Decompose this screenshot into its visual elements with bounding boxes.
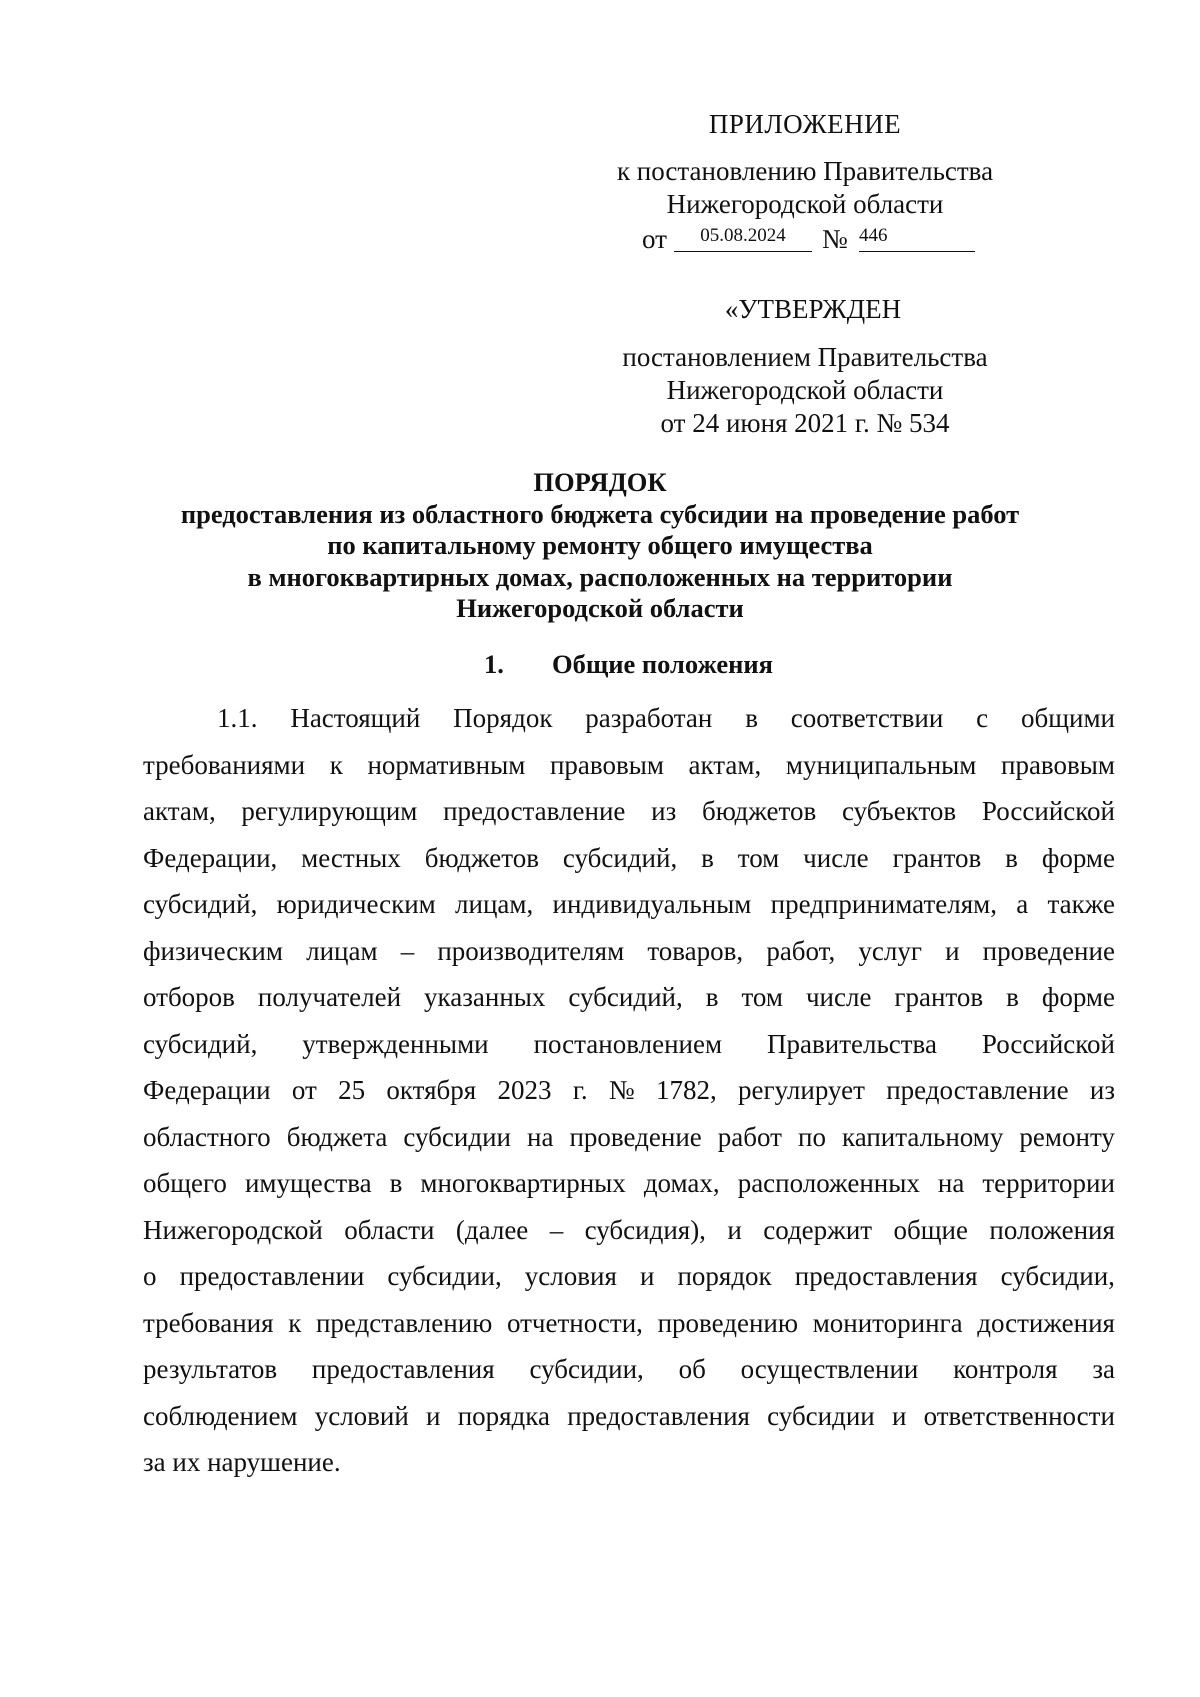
paragraph-word: за <box>1092 1354 1115 1384</box>
paragraph-word: расположенных <box>737 1168 920 1198</box>
paragraph-word: нормативным <box>367 749 526 780</box>
paragraph-word: форме <box>1041 842 1115 873</box>
approved-line-1: постановлением Правительства <box>622 342 988 372</box>
paragraph-word: контроля <box>953 1354 1058 1384</box>
paragraph-word: актам, <box>143 796 216 826</box>
paragraph-line <box>143 695 1115 742</box>
paragraph-word: работ <box>717 1121 782 1152</box>
paragraph-word: в <box>705 982 719 1012</box>
heading-title: ПОРЯДОК <box>533 467 667 497</box>
paragraph-word: октября <box>386 1075 477 1105</box>
paragraph-word: бюджетов <box>424 842 539 873</box>
paragraph-word: 25 <box>338 1075 366 1105</box>
paragraph-word: постановлением <box>533 1028 723 1059</box>
paragraph-word: к <box>329 749 343 780</box>
paragraph-word: субсидий, <box>143 889 258 919</box>
paragraph-line <box>143 1346 1115 1393</box>
paragraph-word: капитальному <box>841 1121 1004 1152</box>
paragraph-word: мониторинга <box>812 1307 963 1338</box>
paragraph-word: разработан <box>585 703 713 733</box>
paragraph-word: муниципальным <box>785 749 977 780</box>
approved-line-2: Нижегородской области <box>666 375 944 405</box>
paragraph-word: субсидии, <box>529 1354 644 1384</box>
paragraph-word: юридическим <box>276 889 436 919</box>
paragraph-word: № <box>608 1075 635 1105</box>
paragraph-word: содержит <box>763 1214 873 1245</box>
paragraph-word: предоставления <box>567 1400 750 1431</box>
paragraph-word: актам, <box>688 749 762 780</box>
heading-subtitle-line: в многоквартирных домах, расположенных на территории <box>247 561 953 592</box>
paragraph-word: имущества <box>244 1168 372 1198</box>
paragraph-word: форме <box>1041 982 1115 1012</box>
paragraph-word: положения <box>989 1214 1115 1245</box>
paragraph-word: субсидии <box>403 1121 511 1152</box>
paragraph-word: и <box>727 1214 742 1245</box>
date-label: от <box>642 224 667 254</box>
paragraph-word: числе <box>805 982 872 1012</box>
paragraph-word: правовым <box>1001 749 1115 780</box>
paragraph-word: требованиями <box>143 749 306 780</box>
paragraph-word: территории <box>982 1168 1115 1198</box>
paragraph-line <box>143 1021 1115 1068</box>
paragraph-word: в <box>745 703 758 733</box>
section-heading <box>484 648 773 680</box>
section-number: 1. <box>484 649 504 679</box>
paragraph-word: об <box>678 1354 706 1384</box>
paragraph-word: представлению <box>315 1307 493 1338</box>
paragraph-word: по <box>798 1121 826 1152</box>
paragraph-line <box>143 742 1115 789</box>
paragraph-word: 2023 <box>497 1075 552 1105</box>
paragraph-word: ремонту <box>1019 1121 1115 1152</box>
heading-subtitle-line: Нижегородской области <box>456 593 744 623</box>
paragraph-word: достижения <box>977 1307 1115 1338</box>
heading-subtitle-line: предоставления из областного бюджета субсидии на проведение работ <box>180 498 1020 529</box>
paragraph-word: порядок <box>677 1261 772 1291</box>
paragraph-word: на <box>937 1168 965 1198</box>
paragraph-word: (далее <box>455 1214 529 1245</box>
paragraph-word: получателей <box>257 982 402 1012</box>
paragraph-word: с <box>976 703 989 733</box>
paragraph-word: предоставления <box>311 1354 495 1384</box>
paragraph-word: указанных <box>424 982 546 1012</box>
paragraph-word: Федерации <box>143 1075 271 1105</box>
section-title: Общие положения <box>552 649 774 679</box>
paragraph-word: многоквартирных <box>420 1168 626 1198</box>
paragraph-word: производителям <box>437 935 625 966</box>
paragraph-word: порядка <box>457 1400 550 1431</box>
paragraph-line <box>143 1114 1115 1161</box>
approved-title: «УТВЕРЖДЕН <box>724 294 902 324</box>
paragraph-word: и <box>426 1400 441 1431</box>
paragraph-word: лицам, <box>455 889 534 919</box>
paragraph-1-1 <box>143 695 1115 1486</box>
paragraph-word: в <box>1005 842 1018 873</box>
paragraph-word: в <box>1006 982 1019 1012</box>
paragraph-word: в <box>389 1168 403 1198</box>
paragraph-line <box>143 788 1115 835</box>
paragraph-line <box>143 1207 1115 1254</box>
paragraph-word: из <box>1089 1075 1115 1105</box>
paragraph-word: регулирующим <box>241 796 418 826</box>
paragraph-word: предпринимателям, <box>770 889 997 919</box>
heading-subtitle-line: по капитальному ремонту общего имущества <box>327 530 873 560</box>
paragraph-word: индивидуальным <box>552 889 752 919</box>
paragraph-word: субсидии <box>767 1400 875 1431</box>
paragraph-word: условия <box>524 1261 617 1291</box>
paragraph-word: на <box>527 1121 554 1152</box>
paragraph-word: регулирует <box>738 1075 865 1105</box>
paragraph-line <box>143 974 1115 1021</box>
paragraph-word: осуществлении <box>740 1354 919 1384</box>
paragraph-word: общими <box>1020 703 1115 733</box>
paragraph-word: общего <box>143 1168 227 1198</box>
paragraph-word: области <box>344 1214 435 1245</box>
paragraph-word: субсидия), <box>584 1214 706 1245</box>
paragraph-word: субсидии, <box>1000 1261 1115 1291</box>
paragraph-word: условий <box>314 1400 409 1431</box>
paragraph-word: услуг <box>858 935 922 966</box>
paragraph-word: проведение <box>569 1121 702 1152</box>
paragraph-word: к <box>288 1307 302 1338</box>
paragraph-word: числе <box>803 842 869 873</box>
number-field: 446 <box>859 221 975 252</box>
paragraph-word: бюджета <box>286 1121 388 1152</box>
paragraph-line <box>143 1300 1115 1347</box>
paragraph-word: Порядок <box>453 703 553 733</box>
date-field: 05.08.2024 <box>674 221 812 252</box>
paragraph-word: отборов <box>143 982 235 1012</box>
paragraph-word: грантов <box>892 842 982 873</box>
paragraph-line <box>143 881 1115 928</box>
appendix-line-1: к постановлению Правительства <box>616 156 994 186</box>
appendix-line-2: Нижегородской области <box>666 189 944 219</box>
paragraph-word: также <box>1047 889 1115 919</box>
paragraph-word: утвержденными <box>302 1028 489 1059</box>
paragraph-word: г. <box>572 1075 588 1105</box>
paragraph-word: соблюдением <box>143 1400 298 1431</box>
paragraph-word: субсидий, <box>562 842 678 873</box>
paragraph-word: субсидий, <box>143 1028 258 1059</box>
paragraph-word: из <box>651 796 677 826</box>
paragraph-word: правовым <box>549 749 664 780</box>
paragraph-word: а <box>1016 889 1029 919</box>
paragraph-word: субсидий, <box>568 982 683 1012</box>
paragraph-word: Федерации, <box>143 842 278 873</box>
paragraph-word: бюджетов <box>701 796 817 826</box>
paragraph-word: 1782, <box>655 1075 717 1105</box>
appendix-block <box>600 108 1010 257</box>
document-heading <box>140 467 1060 625</box>
paragraph-word: предоставления <box>794 1261 978 1291</box>
paragraph-word: субъектов <box>841 796 957 826</box>
number-label: № <box>822 224 848 254</box>
paragraph-word: том <box>737 842 780 873</box>
paragraph-word: проведение <box>982 935 1115 966</box>
paragraph-word: за их нарушение. <box>143 1447 341 1477</box>
appendix-date-line <box>600 221 1010 257</box>
paragraph-word: лицам <box>306 935 378 966</box>
paragraph-word: местных <box>301 842 401 873</box>
approved-line-3: от 24 июня 2021 г. № 534 <box>660 408 950 438</box>
paragraph-word: проведению <box>657 1307 799 1338</box>
paragraph-word: в <box>701 842 714 873</box>
paragraph-word: Правительства <box>767 1028 937 1059</box>
paragraph-word: и <box>945 935 960 966</box>
paragraph-line <box>143 835 1115 882</box>
paragraph-line <box>143 1253 1115 1300</box>
paragraph-word: физическим <box>143 935 283 966</box>
paragraph-word: о <box>143 1261 157 1291</box>
paragraph-word: и <box>891 1400 907 1431</box>
paragraph-word: и <box>639 1261 655 1291</box>
paragraph-word: общие <box>893 1214 968 1245</box>
paragraph-word: 1.1. <box>217 703 258 733</box>
paragraph-word: субсидии, <box>387 1261 502 1291</box>
paragraph-word: домах, <box>643 1168 720 1198</box>
paragraph-word: требования <box>143 1307 274 1338</box>
paragraph-word: Российской <box>981 796 1115 826</box>
paragraph-word: результатов <box>143 1354 278 1384</box>
paragraph-word: предоставление <box>886 1075 1069 1105</box>
appendix-title: ПРИЛОЖЕНИЕ <box>708 109 902 139</box>
paragraph-word: от <box>291 1075 317 1105</box>
paragraph-word: отчетности, <box>506 1307 643 1338</box>
paragraph-word: соответствии <box>790 703 944 733</box>
paragraph-line <box>143 1067 1115 1114</box>
paragraph-word: предоставление <box>443 796 626 826</box>
paragraph-word: ответственности <box>923 1400 1115 1431</box>
paragraph-line <box>143 928 1115 975</box>
paragraph-word: – <box>400 935 415 966</box>
paragraph-word: Российской <box>981 1028 1115 1059</box>
paragraph-word: работ, <box>766 935 836 966</box>
paragraph-word: товаров, <box>647 935 744 966</box>
paragraph-line <box>143 1439 1115 1486</box>
paragraph-word: том <box>741 982 783 1012</box>
paragraph-word: Нижегородской <box>143 1214 323 1245</box>
paragraph-word: – <box>549 1214 564 1245</box>
paragraph-word: грантов <box>894 982 984 1012</box>
paragraph-word: предоставлении <box>179 1261 365 1291</box>
paragraph-word: Настоящий <box>290 703 421 733</box>
paragraph-word: областного <box>143 1121 271 1152</box>
approved-block <box>600 293 1010 440</box>
paragraph-line <box>143 1393 1115 1440</box>
paragraph-line <box>143 1160 1115 1207</box>
